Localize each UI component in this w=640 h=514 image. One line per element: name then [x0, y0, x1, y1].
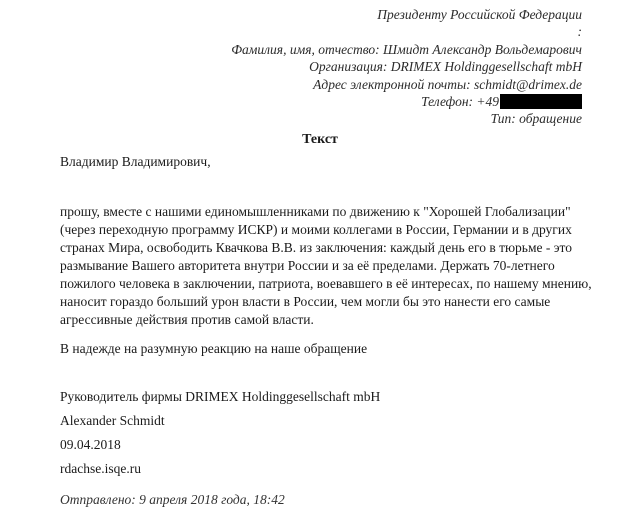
letter-body: [60, 203, 592, 329]
recipient-line: Президенту Российской Федерации: [377, 7, 582, 22]
body-line: пожилого человека в заключении, патриота, воевавшего в её интересах, по нашему мнению,: [60, 276, 592, 291]
greeting: Владимир Владимирович,: [60, 154, 211, 169]
sent-timestamp: Отправлено: 9 апреля 2018 года, 18:42: [60, 492, 285, 507]
document-title: Текст: [302, 132, 338, 147]
phone-line: [231, 93, 582, 110]
type-line: Тип: обращение: [490, 111, 582, 127]
phone-text: Телефон: +49: [421, 94, 499, 110]
body-line: размывание Вашего авторитета внутри России и за её пределами. Держать 70-летнего: [60, 258, 555, 273]
organization-line: Организация: DRIMEX Holdinggesellschaft mbH: [309, 59, 582, 75]
body-line: (через переходную программу ИСКР) и моими коллегами в России, Германии и в других: [60, 222, 572, 237]
signature-name: Alexander Schmidt: [60, 413, 165, 428]
letter-header: [231, 6, 582, 128]
signature-site: rdachse.isqe.ru: [60, 461, 141, 476]
closing-line: В надежде на разумную реакцию на наше обращение: [60, 341, 368, 356]
body-line: странах Мира, освободить Квачкова В.В. из заключения: каждый день его в тюрьме - это: [60, 240, 573, 255]
signature-date: 09.04.2018: [60, 437, 121, 452]
body-line: наносит гораздо больший урон власти в России, чем могли бы это нанести его самые: [60, 294, 551, 309]
sender-name-line: Фамилия, имя, отчество: Шмидт Александр Вольдемарович: [231, 41, 582, 57]
body-line: прошу, вместе с нашими единомышленниками по движению к "Хорошей Глобализации": [60, 204, 571, 219]
redaction-bar: [500, 94, 582, 109]
body-line: агрессивные действия против самой власти.: [60, 312, 314, 327]
signature-position: Руководитель фирмы DRIMEX Holdinggesellschaft mbH: [60, 389, 381, 404]
email-line: Адрес электронной почты: schmidt@drimex.de: [313, 76, 582, 92]
colon-line: :: [577, 24, 582, 40]
